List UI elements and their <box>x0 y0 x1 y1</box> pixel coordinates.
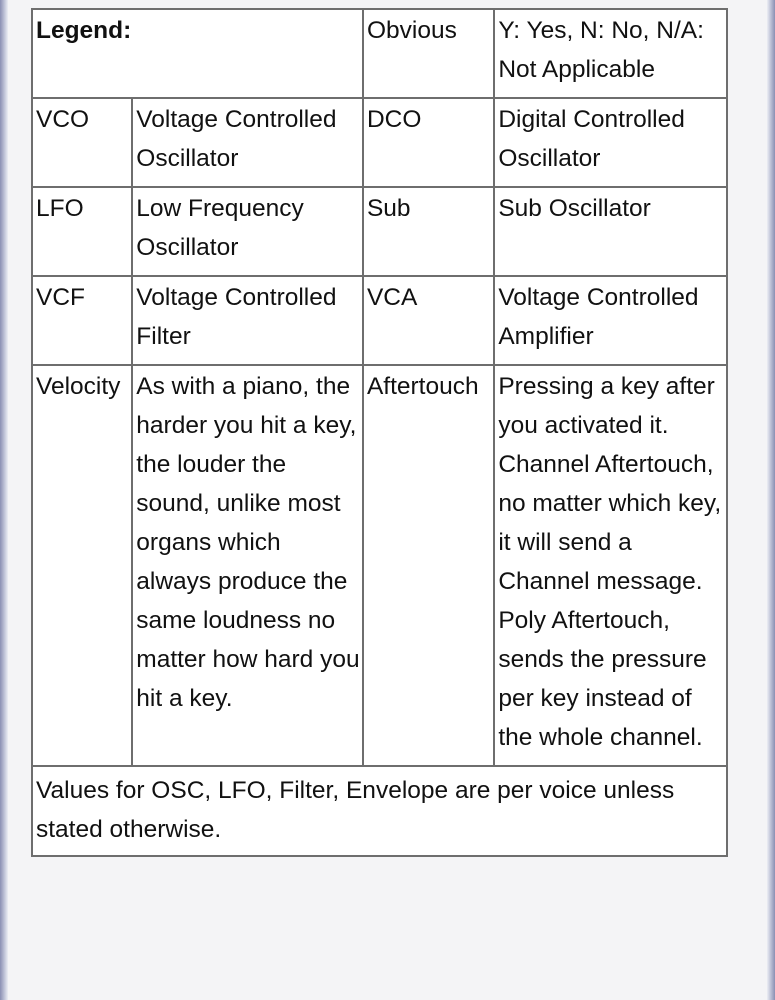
definition-cell: Voltage Controlled Filter <box>132 276 363 365</box>
table-row <box>32 365 727 766</box>
abbreviation-cell: VCF <box>32 276 132 365</box>
definition-cell: Voltage Controlled Oscillator <box>132 98 363 187</box>
abbreviation-cell: VCO <box>32 98 132 187</box>
legend-header-row <box>32 9 727 98</box>
abbreviation-cell: Aftertouch <box>363 365 494 766</box>
definition-cell: Low Frequency Oscillator <box>132 187 363 276</box>
table-row <box>32 276 727 365</box>
obvious-label: Obvious <box>363 9 494 98</box>
definition-cell: Voltage Controlled Amplifier <box>494 276 727 365</box>
legend-table <box>31 8 728 857</box>
abbreviation-cell: LFO <box>32 187 132 276</box>
abbreviation-cell: VCA <box>363 276 494 365</box>
left-edge-shadow <box>0 0 8 1000</box>
definition-cell: As with a piano, the harder you hit a key, the louder the sound, unlike most organs which always produce the same loudness no matter how hard you hit a key. <box>132 365 363 766</box>
abbreviation-cell: Sub <box>363 187 494 276</box>
abbreviation-cell: Velocity <box>32 365 132 766</box>
abbreviation-cell: DCO <box>363 98 494 187</box>
legend-footer-note: Values for OSC, LFO, Filter, Envelope are per voice unless stated otherwise. <box>32 766 727 856</box>
right-edge-shadow <box>767 0 775 1000</box>
table-row <box>32 98 727 187</box>
legend-title: Legend: <box>32 9 363 98</box>
table-row <box>32 187 727 276</box>
definition-cell: Pressing a key after you activated it. Channel Aftertouch, no matter which key, it will send a Channel message. Poly Aftertouch, sends the pressure per key instead of the whole channel. <box>494 365 727 766</box>
definition-cell: Sub Oscillator <box>494 187 727 276</box>
definition-cell: Digital Controlled Oscillator <box>494 98 727 187</box>
obvious-description: Y: Yes, N: No, N/A: Not Applicable <box>494 9 727 98</box>
legend-footer-row <box>32 766 727 856</box>
